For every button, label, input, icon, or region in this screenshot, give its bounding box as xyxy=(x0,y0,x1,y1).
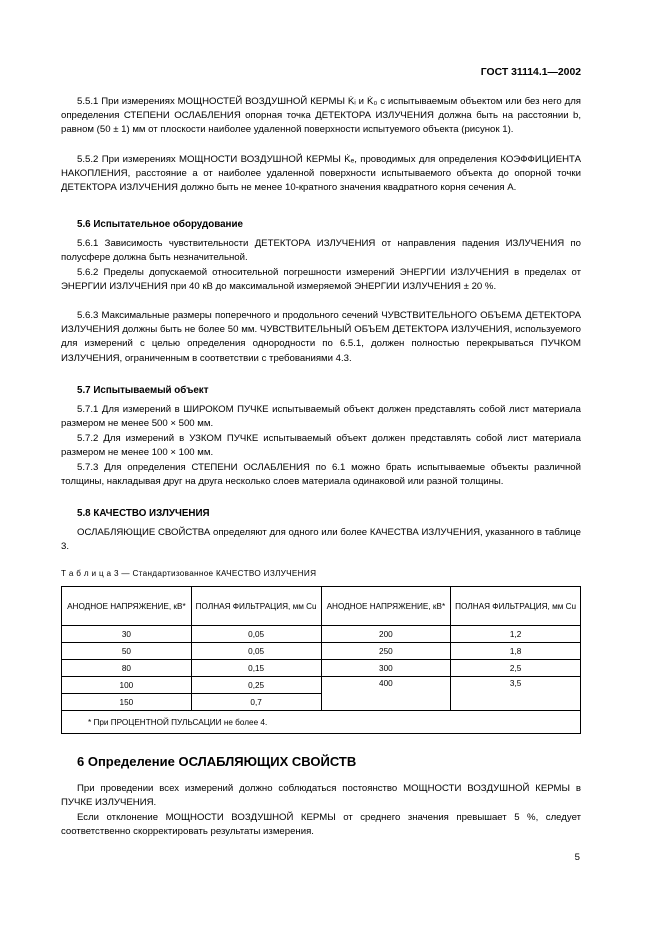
heading-5-8: 5.8 КАЧЕСТВО ИЗЛУЧЕНИЯ xyxy=(77,508,210,519)
table-row xyxy=(62,626,581,643)
table-cell: 2,5 xyxy=(451,660,581,677)
table-cell: 0,7 xyxy=(191,694,321,711)
paragraph-6-b: Если отклонение МОЩНОСТИ ВОЗДУШНОЙ КЕРМЫ от среднего значения превышает 5 %, следует соответственно скорректировать результаты измерения. xyxy=(61,812,581,838)
table-cell: 300 xyxy=(321,660,451,677)
table-cell: 3,5 xyxy=(451,677,581,711)
paragraph-5-6-2: 5.6.2 Пределы допускаемой относительной погрешности измерений ЭНЕРГИИ ИЗЛУЧЕНИЯ в пределах от ЭНЕРГИИ ИЗЛУЧЕНИЯ при 40 кВ до максимальной измеряемой ЭНЕРГИИ ИЗЛУЧЕНИЯ ± 20 %. xyxy=(61,267,581,293)
table-note-row xyxy=(62,711,581,734)
paragraph-5-5-1: 5.5.1 При измерениях МОЩНОСТЕЙ ВОЗДУШНОЙ КЕРМЫ K̇ᵢ и K̇₀ с испытываемым объектом или без него для определения СТЕПЕНИ ОСЛАБЛЕНИЯ опорная точка ДЕТЕКТОРА ИЗЛУЧЕНИЯ должна быть на расстоянии b, равном (50 ± 1) мм от плоскости наиболее удаленной поверхности испытуемого объекта (рисунок 1). xyxy=(61,96,581,136)
table-row xyxy=(62,643,581,660)
col-header-filtration-1: ПОЛНАЯ ФИЛЬТРАЦИЯ, мм Cu xyxy=(191,587,321,626)
table-cell: 0,25 xyxy=(191,677,321,694)
paragraph-5-7-3: 5.7.3 Для определения СТЕПЕНИ ОСЛАБЛЕНИЯ по 6.1 можно брать испытываемые объекты различной толщины, накладывая друг на друга несколько слоев материала одинаковой или разной толщины. xyxy=(61,462,581,488)
table-header-row xyxy=(62,587,581,626)
table-cell: 1,8 xyxy=(451,643,581,660)
col-header-voltage-1: АНОДНОЕ НАПРЯЖЕНИЕ, кВ* xyxy=(62,587,192,626)
paragraph-5-6-3: 5.6.3 Максимальные размеры поперечного и продольного сечений ЧУВСТВИТЕЛЬНОГО ОБЪЕМА ДЕТЕКТОРА ИЗЛУЧЕНИЯ должны быть не более 50 мм. ЧУВСТВИТЕЛЬНЫЙ ОБЪЕМ ДЕТЕКТОРА ИЗЛУЧЕНИЯ, используемого для измерений с целью определения однородности по 6.5.1, должен полностью перекрываться ПУЧКОМ ИЗЛУЧЕНИЯ, ограниченным в соответствии с требованиями 4.3. xyxy=(61,310,581,364)
table-cell: 100 xyxy=(62,677,192,694)
table-cell: 200 xyxy=(321,626,451,643)
table-footnote: * При ПРОЦЕНТНОЙ ПУЛЬСАЦИИ не более 4. xyxy=(62,711,581,734)
paragraph-5-7-1: 5.7.1 Для измерений в ШИРОКОМ ПУЧКЕ испытываемый объект должен представлять собой лист материала размером не менее 500 × 500 мм. xyxy=(61,404,581,430)
col-header-filtration-2: ПОЛНАЯ ФИЛЬТРАЦИЯ, мм Cu xyxy=(451,587,581,626)
table-cell: 30 xyxy=(62,626,192,643)
page-number: 5 xyxy=(574,852,580,863)
table-row xyxy=(62,660,581,677)
table-cell: 150 xyxy=(62,694,192,711)
table-cell: 250 xyxy=(321,643,451,660)
paragraph-5-8: ОСЛАБЛЯЮЩИЕ СВОЙСТВА определяют для одного или более КАЧЕСТВА ИЗЛУЧЕНИЯ, указанного в таблице 3. xyxy=(61,527,581,553)
paragraph-6-a: При проведении всех измерений должно соблюдаться постоянство МОЩНОСТИ ВОЗДУШНОЙ КЕРМЫ в ПУЧКЕ ИЗЛУЧЕНИЯ. xyxy=(61,783,581,809)
section-6-heading: 6 Определение ОСЛАБЛЯЮЩИХ СВОЙСТВ xyxy=(77,754,357,769)
table-cell: 80 xyxy=(62,660,192,677)
table-cell: 0,05 xyxy=(191,626,321,643)
radiation-quality-table xyxy=(61,586,581,734)
table-cell: 0,15 xyxy=(191,660,321,677)
table-cell: 50 xyxy=(62,643,192,660)
table-caption: Т а б л и ц а 3 — Стандартизованное КАЧЕСТВО ИЗЛУЧЕНИЯ xyxy=(61,569,317,578)
heading-5-6: 5.6 Испытательное оборудование xyxy=(77,219,243,230)
paragraph-5-5-2: 5.5.2 При измерениях МОЩНОСТИ ВОЗДУШНОЙ КЕРМЫ K̇ₑ, проводимых для определения КОЭФФИЦИЕНТА НАКОПЛЕНИЯ, расстояние а от наиболее удаленной поверхности испытываемого объекта до опорной точки ДЕТЕКТОРА ИЗЛУЧЕНИЯ должно быть не менее 10-кратного значения квадратного корня сечения А. xyxy=(61,154,581,194)
heading-5-7: 5.7 Испытываемый объект xyxy=(77,385,209,396)
table-cell: 400 xyxy=(321,677,451,711)
table-row xyxy=(62,677,581,694)
col-header-voltage-2: АНОДНОЕ НАПРЯЖЕНИЕ, кВ* xyxy=(321,587,451,626)
paragraph-5-7-2: 5.7.2 Для измерений в УЗКОМ ПУЧКЕ испытываемый объект должен представлять собой лист материала размером не менее 100 × 100 мм. xyxy=(61,433,581,459)
paragraph-5-6-1: 5.6.1 Зависимость чувствительности ДЕТЕКТОРА ИЗЛУЧЕНИЯ от направления падения ИЗЛУЧЕНИЯ по полусфере должна быть незначительной. xyxy=(61,238,581,264)
table-cell: 0,05 xyxy=(191,643,321,660)
standard-header: ГОСТ 31114.1—2002 xyxy=(480,67,581,78)
table-cell: 1,2 xyxy=(451,626,581,643)
